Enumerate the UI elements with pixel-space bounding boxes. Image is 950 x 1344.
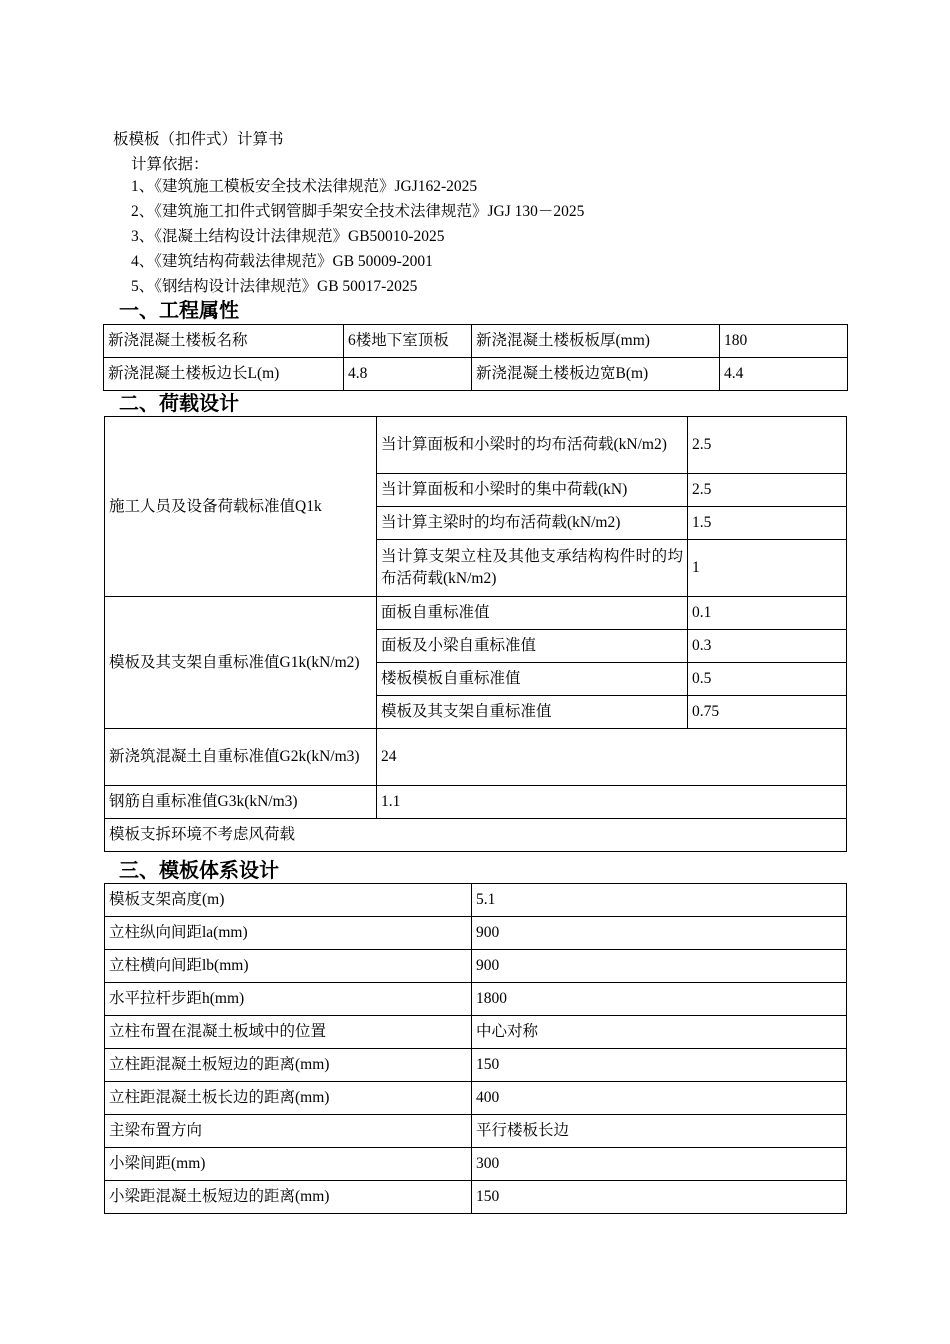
table-cell: 水平拉杆步距h(mm) — [105, 983, 472, 1016]
table-cell: 新浇筑混凝土自重标准值G2k(kN/m3) — [105, 729, 377, 786]
table-row — [105, 786, 847, 819]
table-row — [105, 1181, 847, 1214]
table-row — [104, 325, 848, 358]
table-cell: 立柱距混凝土板短边的距离(mm) — [105, 1049, 472, 1082]
table-row — [105, 729, 847, 786]
table-cell: 小梁间距(mm) — [105, 1148, 472, 1181]
table-cell: 150 — [472, 1049, 847, 1082]
table-row — [105, 417, 847, 474]
reference-list — [131, 176, 584, 301]
table-cell: 0.75 — [688, 696, 847, 729]
table-cell: 2.5 — [688, 474, 847, 507]
reference-item: 2、《建筑施工扣件式钢管脚手架安全技术法律规范》JGJ 130－2025 — [131, 203, 585, 220]
table-cell: 模板支拆环境不考虑风荷载 — [105, 819, 847, 852]
table-cell: 300 — [472, 1148, 847, 1181]
table-cell: 立柱横向间距lb(mm) — [105, 950, 472, 983]
reference-item: 1、《建筑施工模板安全技术法律规范》JGJ162-2025 — [131, 178, 478, 195]
table-row — [105, 1148, 847, 1181]
table-cell: 主梁布置方向 — [105, 1115, 472, 1148]
table-cell: 0.1 — [688, 597, 847, 630]
table-cell: 24 — [377, 729, 847, 786]
table-cell: 180 — [720, 325, 848, 358]
table-cell: 0.3 — [688, 630, 847, 663]
table-row — [105, 917, 847, 950]
table-cell: 新浇混凝土楼板名称 — [104, 325, 344, 358]
table-cell: 新浇混凝土楼板板厚(mm) — [472, 325, 720, 358]
table-cell: 平行楼板长边 — [472, 1115, 847, 1148]
table-cell: 立柱纵向间距la(mm) — [105, 917, 472, 950]
table-cell: 6楼地下室顶板 — [344, 325, 472, 358]
table-cell: 模板及其支架自重标准值G1k(kN/m2) — [105, 597, 377, 729]
table-cell: 900 — [472, 917, 847, 950]
table-cell: 新浇混凝土楼板边宽B(m) — [472, 358, 720, 391]
table-cell: 立柱布置在混凝土板域中的位置 — [105, 1016, 472, 1049]
table-cell: 1.1 — [377, 786, 847, 819]
table-cell: 小梁距混凝土板短边的距离(mm) — [105, 1181, 472, 1214]
table-row — [105, 1016, 847, 1049]
table-cell: 当计算面板和小梁时的均布活荷载(kN/m2) — [377, 417, 688, 474]
table-row — [105, 983, 847, 1016]
table-cell: 中心对称 — [472, 1016, 847, 1049]
table-cell: 150 — [472, 1181, 847, 1214]
document-title: 板模板（扣件式）计算书 — [113, 131, 284, 148]
section-heading-loads: 二、荷载设计 — [119, 393, 239, 415]
basis-label: 计算依据： — [131, 156, 209, 173]
section-heading-formwork: 三、模板体系设计 — [119, 860, 279, 882]
table-cell: 当计算面板和小梁时的集中荷载(kN) — [377, 474, 688, 507]
table-cell: 4.8 — [344, 358, 472, 391]
table-cell: 1.5 — [688, 507, 847, 540]
table-cell: 900 — [472, 950, 847, 983]
table-cell: 钢筋自重标准值G3k(kN/m3) — [105, 786, 377, 819]
table-cell: 5.1 — [472, 884, 847, 917]
table-cell: 1800 — [472, 983, 847, 1016]
table-cell: 施工人员及设备荷载标准值Q1k — [105, 417, 377, 597]
table-cell: 当计算主梁时的均布活荷载(kN/m2) — [377, 507, 688, 540]
reference-item: 4、《建筑结构荷载法律规范》GB 50009-2001 — [131, 253, 433, 270]
table-cell: 楼板模板自重标准值 — [377, 663, 688, 696]
table-row — [105, 1115, 847, 1148]
table-row — [105, 597, 847, 630]
reference-item: 3、《混凝土结构设计法律规范》GB50010-2025 — [131, 228, 445, 245]
table-cell: 2.5 — [688, 417, 847, 474]
load-design-table — [104, 416, 847, 852]
table-row — [105, 1082, 847, 1115]
table-cell: 新浇混凝土楼板边长L(m) — [104, 358, 344, 391]
table-cell: 模板及其支架自重标准值 — [377, 696, 688, 729]
table-cell: 模板支架高度(m) — [105, 884, 472, 917]
table-row — [105, 1049, 847, 1082]
table-cell: 400 — [472, 1082, 847, 1115]
table-cell: 面板及小梁自重标准值 — [377, 630, 688, 663]
table-cell: 立柱距混凝土板长边的距离(mm) — [105, 1082, 472, 1115]
table-row — [104, 358, 848, 391]
table-row — [105, 950, 847, 983]
table-row — [105, 819, 847, 852]
table-cell: 1 — [688, 540, 847, 597]
table-row — [105, 884, 847, 917]
reference-item: 5、《钢结构设计法律规范》GB 50017-2025 — [131, 278, 418, 295]
table-cell: 当计算支架立柱及其他支承结构构件时的均布活荷载(kN/m2) — [377, 540, 688, 597]
table-cell: 面板自重标准值 — [377, 597, 688, 630]
project-properties-table — [103, 324, 848, 391]
formwork-system-table — [104, 883, 847, 1214]
table-cell: 4.4 — [720, 358, 848, 391]
table-cell: 0.5 — [688, 663, 847, 696]
section-heading-project: 一、工程属性 — [119, 300, 239, 322]
